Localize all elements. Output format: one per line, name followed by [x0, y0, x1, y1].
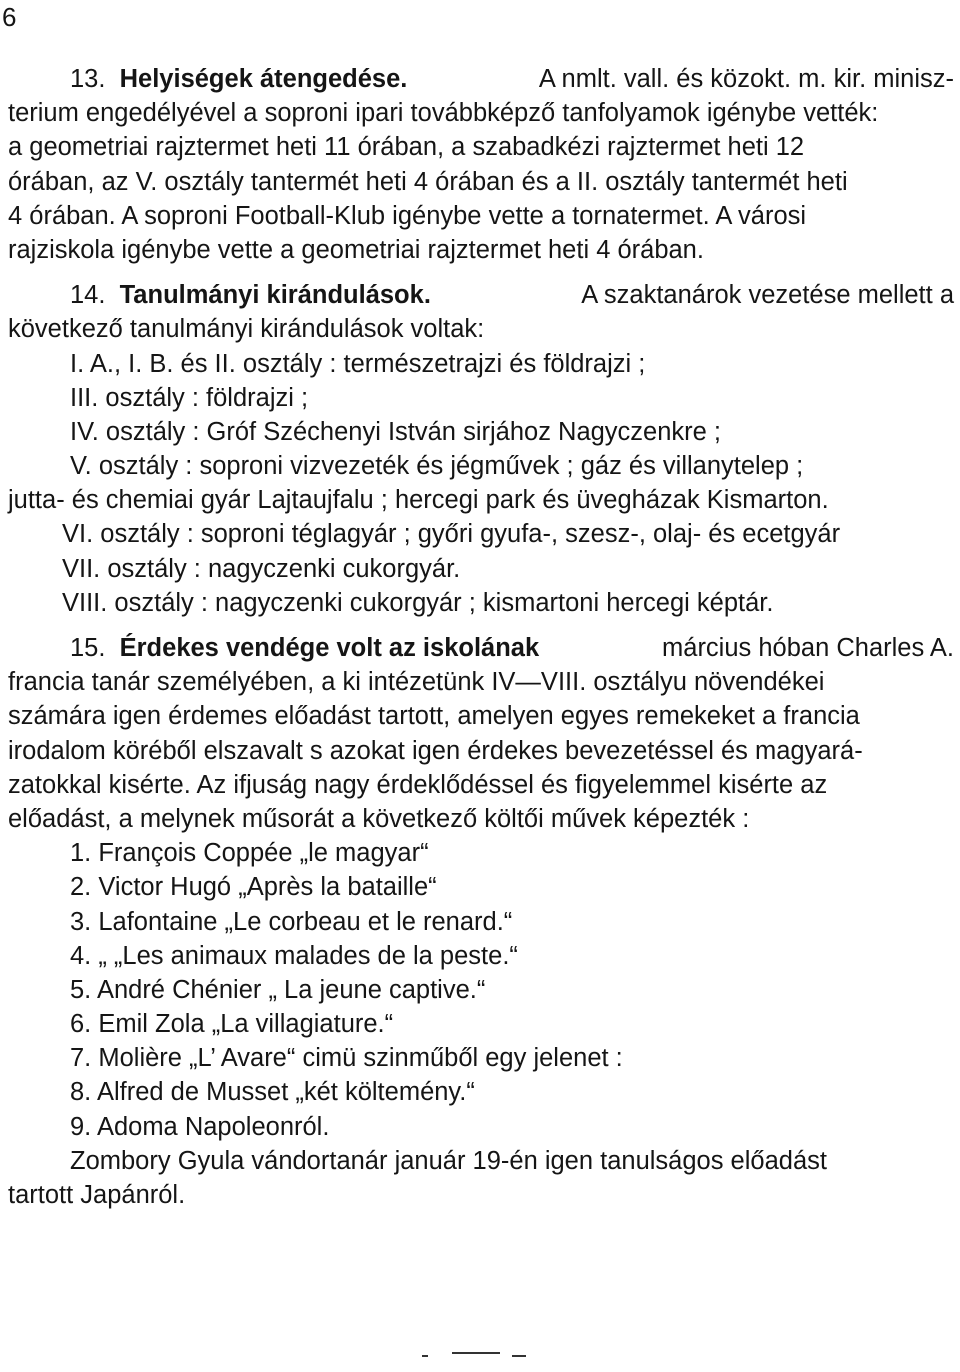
program-item: 8. Alfred de Musset „két költemény.“ [70, 1078, 475, 1107]
closing-line: tartott Japánról. [8, 1181, 186, 1209]
closing-line: Zombory Gyula vándortanár január 19-én igen tanulságos előadást [70, 1146, 827, 1175]
section-13-first-line [8, 62, 954, 96]
section-15-text-line: zatokkal kisérte. Az ifjuság nagy érdeklődéssel és figyelemmel kisérte az [8, 770, 828, 799]
section-15-number: 15. [70, 634, 106, 662]
section-14-intro: A szaktanárok vezetése mellett a [581, 281, 954, 310]
excursion-item: V. osztály : soproni vizvezeték és jégművek ; gáz és villanytelep ; [70, 452, 804, 481]
document-body [8, 62, 954, 1212]
footer-print-marks [400, 1352, 530, 1360]
section-15-text-line: március hóban Charles A. [662, 634, 954, 662]
section-15-text-line: francia tanár személyében, a ki intézetünk IV—VIII. osztályu növendékei [8, 668, 825, 697]
excursion-item: III. osztály : földrajzi ; [70, 383, 309, 412]
program-item: 5. André Chénier „ La jeune captive.“ [70, 975, 486, 1004]
section-15-text-line: számára igen érdemes előadást tartott, amelyen egyes remekeket a francia [8, 702, 860, 731]
section-13-text-line: 4 órában. A soproni Football-Klub igénybe vette a tornatermet. A városi [8, 201, 807, 230]
excursion-item: IV. osztály : Gróf Széchenyi István sirjához Nagyczenkre ; [70, 417, 722, 446]
section-13-text-line: órában, az V. osztály tantermét heti 4 órában és a II. osztály tantermét heti [8, 167, 848, 196]
section-14-intro-continued: következő tanulmányi kirándulások voltak: [8, 315, 485, 344]
excursion-item: VII. osztály : nagyczenki cukorgyár. [62, 554, 461, 583]
program-item: 4. „ „Les animaux malades de la peste.“ [70, 941, 518, 970]
section-13-text-line: rajziskola igénybe vette a geometriai rajztermet heti 4 órában. [8, 235, 704, 264]
section-13-text-line: A nmlt. vall. és közokt. m. kir. minisz- [538, 65, 954, 93]
section-13-number: 13. [70, 65, 106, 93]
section-13-text-line: terium engedélyével a soproni ipari továbbképző tanfolyamok igénybe vették: [8, 99, 879, 128]
section-15-first-line [8, 631, 954, 665]
program-item: 9. Adoma Napoleonról. [70, 1112, 330, 1141]
program-item: 3. Lafontaine „Le corbeau et le renard.“ [70, 907, 513, 936]
section-13-heading: Helyiségek átengedése. [119, 65, 408, 93]
excursion-item: VIII. osztály : nagyczenki cukorgyár ; kismartoni hercegi képtár. [62, 588, 774, 617]
section-14-heading: Tanulmányi kirándulások. [119, 281, 431, 310]
section-14-number: 14. [70, 281, 106, 310]
excursion-item: I. A., I. B. és II. osztály : természetrajzi és földrajzi ; [70, 349, 646, 378]
excursion-item: VI. osztály : soproni téglagyár ; győri gyufa-, szesz-, olaj- és ecetgyár [62, 520, 841, 549]
section-15-text-line: előadást, a melynek műsorát a következő költői művek képezték : [8, 804, 750, 833]
program-item: 7. Molière „L’ Avare“ cimü szinműből egy jelenet : [70, 1044, 623, 1073]
section-15-text-line: irodalom köréből elszavalt s azokat igen érdekes bevezetéssel és magyará- [8, 736, 863, 765]
section-13-text-line: a geometriai rajztermet heti 11 órában, a szabadkézi rajztermet heti 12 [8, 133, 805, 162]
program-item: 2. Victor Hugó „Après la bataille“ [70, 873, 437, 902]
program-item: 1. François Coppée „le magyar“ [70, 839, 429, 868]
program-item: 6. Emil Zola „La villagiature.“ [70, 1010, 394, 1039]
section-14-first-line [8, 278, 954, 312]
section-15-heading: Érdekes vendége volt az iskolának [119, 634, 540, 662]
page-number: 6 [2, 2, 17, 32]
excursion-item-continued: jutta- és chemiai gyár Lajtaujfalu ; hercegi park és üvegházak Kismarton. [8, 486, 829, 515]
